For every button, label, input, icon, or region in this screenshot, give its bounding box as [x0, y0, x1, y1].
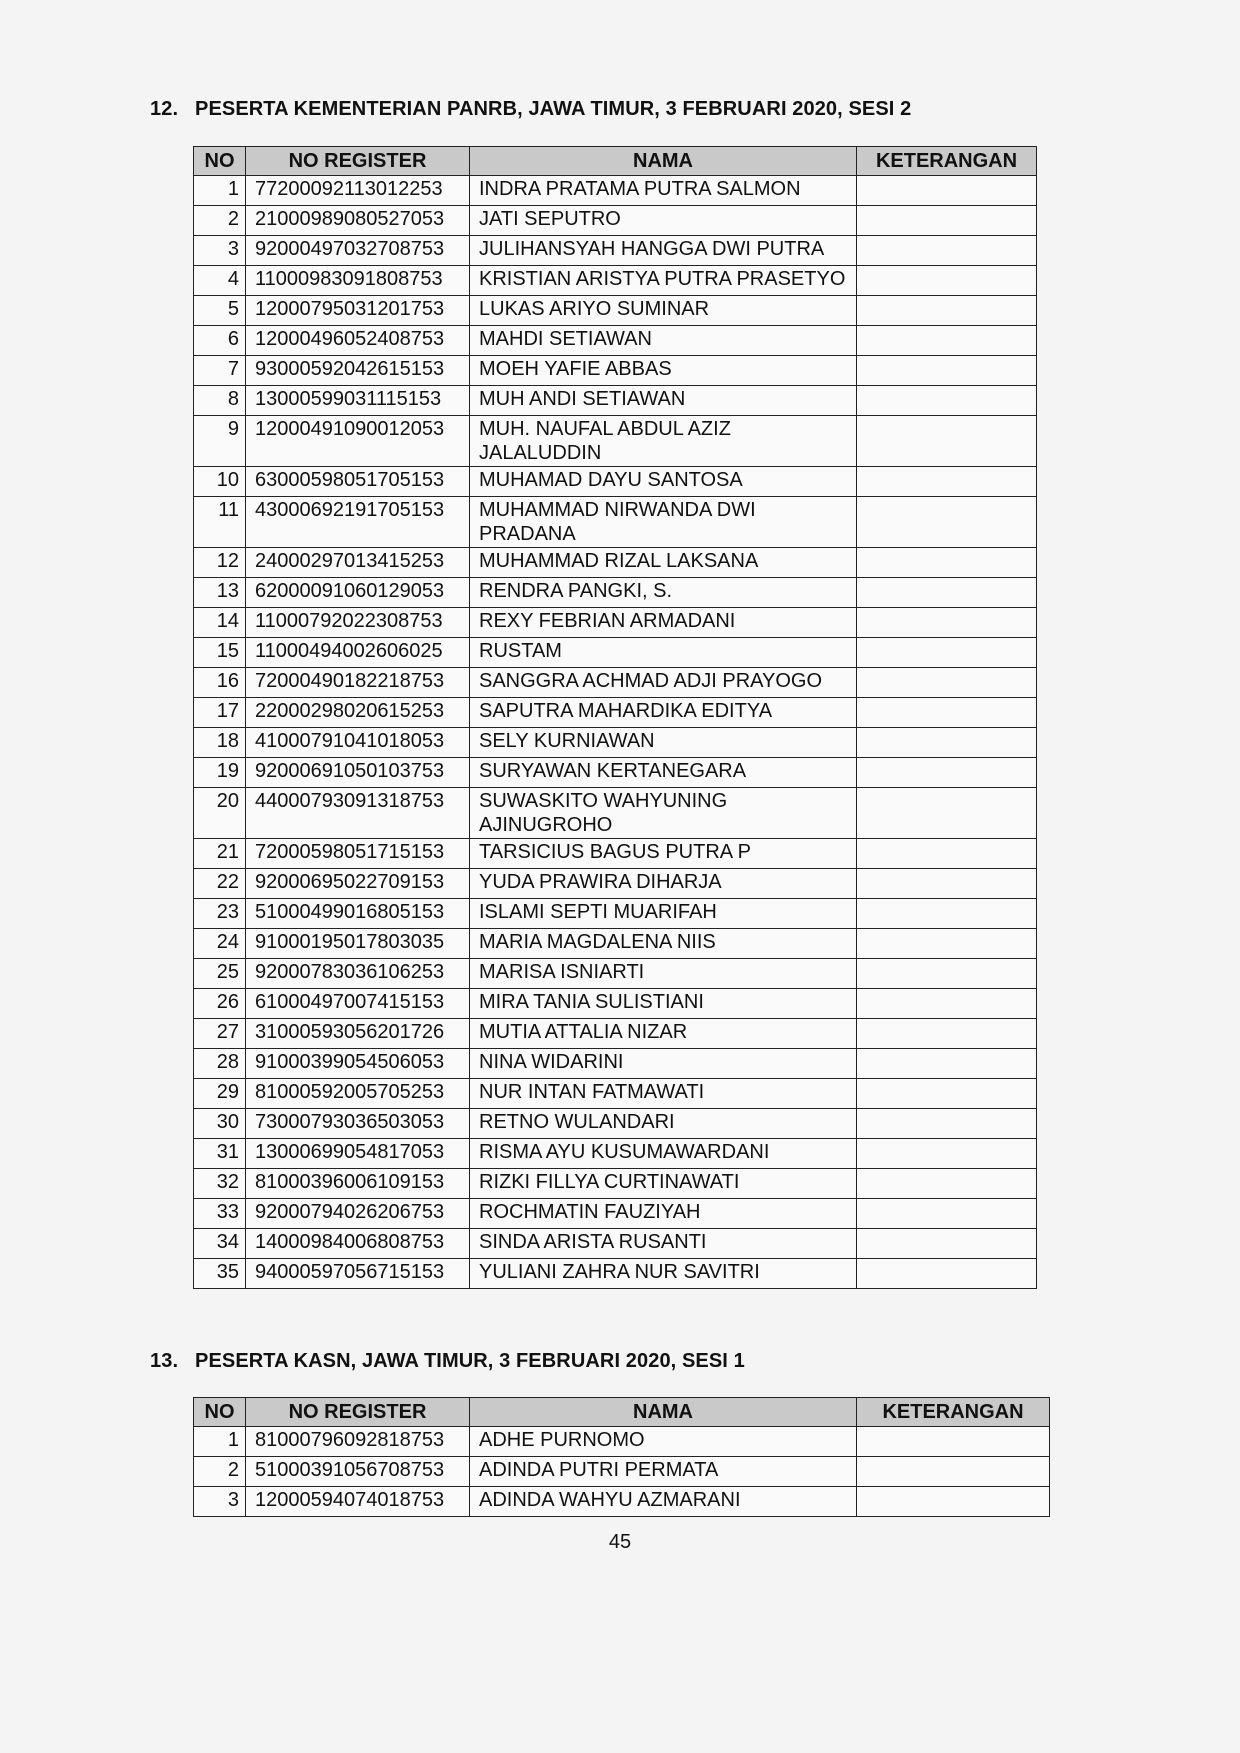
row-register: 92000695022709153 [246, 869, 470, 899]
row-no: 4 [194, 266, 246, 296]
row-keterangan [857, 929, 1037, 959]
row-no: 32 [194, 1169, 246, 1199]
row-nama: RISMA AYU KUSUMAWARDANI [470, 1139, 857, 1169]
row-nama: MUH ANDI SETIAWAN [470, 386, 857, 416]
row-register: 51000391056708753 [246, 1457, 470, 1487]
table-row [194, 698, 1037, 728]
row-no: 23 [194, 899, 246, 929]
table-body [194, 176, 1037, 1289]
row-nama: NUR INTAN FATMAWATI [470, 1079, 857, 1109]
row-nama: ADHE PURNOMO [470, 1427, 857, 1457]
table-row [194, 236, 1037, 266]
table-row [194, 497, 1037, 548]
row-nama: SURYAWAN KERTANEGARA [470, 758, 857, 788]
header-nama: NAMA [470, 1398, 857, 1427]
row-no: 12 [194, 548, 246, 578]
row-no: 31 [194, 1139, 246, 1169]
header-no: NO [194, 1398, 246, 1427]
row-register: 44000793091318753 [246, 788, 470, 839]
row-keterangan [857, 1199, 1037, 1229]
header-keterangan: KETERANGAN [857, 1398, 1050, 1427]
row-register: 91000399054506053 [246, 1049, 470, 1079]
row-keterangan [857, 467, 1037, 497]
row-keterangan [857, 1259, 1037, 1289]
row-no: 15 [194, 638, 246, 668]
row-keterangan [857, 386, 1037, 416]
row-nama: RUSTAM [470, 638, 857, 668]
row-no: 1 [194, 176, 246, 206]
header-nama: NAMA [470, 147, 857, 176]
row-keterangan [857, 1487, 1050, 1517]
row-nama: MOEH YAFIE ABBAS [470, 356, 857, 386]
table-row [194, 839, 1037, 869]
row-register: 22000298020615253 [246, 698, 470, 728]
row-no: 14 [194, 608, 246, 638]
row-register: 77200092113012253 [246, 176, 470, 206]
row-nama: MUH. NAUFAL ABDUL AZIZ JALALUDDIN [470, 416, 857, 467]
row-register: 11000792022308753 [246, 608, 470, 638]
row-register: 62000091060129053 [246, 578, 470, 608]
row-keterangan [857, 578, 1037, 608]
row-keterangan [857, 176, 1037, 206]
section-title-text: PESERTA KASN, JAWA TIMUR, 3 FEBRUARI 2020, SESI 1 [195, 1350, 745, 1372]
row-nama: SANGGRA ACHMAD ADJI PRAYOGO [470, 668, 857, 698]
section-13-title [150, 1350, 745, 1373]
row-keterangan [857, 1169, 1037, 1199]
section-number: 13. [150, 1350, 179, 1372]
table-row [194, 1199, 1037, 1229]
row-no: 26 [194, 989, 246, 1019]
row-register: 81000796092818753 [246, 1427, 470, 1457]
row-nama: MARISA ISNIARTI [470, 959, 857, 989]
table-row [194, 758, 1037, 788]
header-no-register: NO REGISTER [246, 147, 470, 176]
row-nama: ROCHMATIN FAUZIYAH [470, 1199, 857, 1229]
row-keterangan [857, 959, 1037, 989]
row-register: 91000195017803035 [246, 929, 470, 959]
row-nama: YUDA PRAWIRA DIHARJA [470, 869, 857, 899]
table-row [194, 1427, 1050, 1457]
row-keterangan [857, 1229, 1037, 1259]
row-keterangan [857, 296, 1037, 326]
section-number: 12. [150, 98, 179, 120]
table-row [194, 1109, 1037, 1139]
table-row [194, 386, 1037, 416]
table-row [194, 899, 1037, 929]
row-keterangan [857, 326, 1037, 356]
row-no: 22 [194, 869, 246, 899]
participants-table-13 [193, 1397, 1050, 1517]
row-nama: RENDRA PANGKI, S. [470, 578, 857, 608]
table-row [194, 548, 1037, 578]
row-keterangan [857, 206, 1037, 236]
row-keterangan [857, 1109, 1037, 1139]
row-keterangan [857, 989, 1037, 1019]
row-no: 29 [194, 1079, 246, 1109]
row-nama: SINDA ARISTA RUSANTI [470, 1229, 857, 1259]
table-row [194, 728, 1037, 758]
table-row [194, 608, 1037, 638]
row-register: 12000496052408753 [246, 326, 470, 356]
table-row [194, 1019, 1037, 1049]
row-register: 11000494002606025 [246, 638, 470, 668]
row-keterangan [857, 1457, 1050, 1487]
row-keterangan [857, 497, 1037, 548]
table-row [194, 176, 1037, 206]
table-row [194, 578, 1037, 608]
table-row [194, 788, 1037, 839]
row-nama: JULIHANSYAH HANGGA DWI PUTRA [470, 236, 857, 266]
row-nama: KRISTIAN ARISTYA PUTRA PRASETYO [470, 266, 857, 296]
row-register: 51000499016805153 [246, 899, 470, 929]
row-register: 21000989080527053 [246, 206, 470, 236]
row-no: 3 [194, 1487, 246, 1517]
row-keterangan [857, 266, 1037, 296]
row-nama: MAHDI SETIAWAN [470, 326, 857, 356]
row-nama: LUKAS ARIYO SUMINAR [470, 296, 857, 326]
table-row [194, 989, 1037, 1019]
row-keterangan [857, 839, 1037, 869]
table-row [194, 1079, 1037, 1109]
row-keterangan [857, 608, 1037, 638]
table-row [194, 638, 1037, 668]
row-register: 63000598051705153 [246, 467, 470, 497]
section-12-title [150, 98, 911, 121]
row-keterangan [857, 548, 1037, 578]
row-register: 13000599031115153 [246, 386, 470, 416]
row-no: 24 [194, 929, 246, 959]
row-register: 81000592005705253 [246, 1079, 470, 1109]
row-keterangan [857, 698, 1037, 728]
row-nama: INDRA PRATAMA PUTRA SALMON [470, 176, 857, 206]
row-register: 73000793036503053 [246, 1109, 470, 1139]
row-no: 8 [194, 386, 246, 416]
row-keterangan [857, 869, 1037, 899]
row-nama: SAPUTRA MAHARDIKA EDITYA [470, 698, 857, 728]
row-no: 6 [194, 326, 246, 356]
table-row [194, 356, 1037, 386]
table-row [194, 929, 1037, 959]
row-keterangan [857, 668, 1037, 698]
row-register: 13000699054817053 [246, 1139, 470, 1169]
row-keterangan [857, 788, 1037, 839]
row-keterangan [857, 899, 1037, 929]
row-nama: MARIA MAGDALENA NIIS [470, 929, 857, 959]
row-no: 27 [194, 1019, 246, 1049]
row-no: 10 [194, 467, 246, 497]
row-nama: MUHAMAD DAYU SANTOSA [470, 467, 857, 497]
row-no: 17 [194, 698, 246, 728]
header-no-register: NO REGISTER [246, 1398, 470, 1427]
table-row [194, 1049, 1037, 1079]
table-row [194, 1169, 1037, 1199]
row-register: 81000396006109153 [246, 1169, 470, 1199]
row-nama: SELY KURNIAWAN [470, 728, 857, 758]
section-title-text: PESERTA KEMENTERIAN PANRB, JAWA TIMUR, 3 FEBRUARI 2020, SESI 2 [195, 98, 912, 120]
row-nama: ISLAMI SEPTI MUARIFAH [470, 899, 857, 929]
row-register: 31000593056201726 [246, 1019, 470, 1049]
header-no: NO [194, 147, 246, 176]
row-nama: TARSICIUS BAGUS PUTRA P [470, 839, 857, 869]
row-no: 34 [194, 1229, 246, 1259]
table-body [194, 1427, 1050, 1517]
participants-table-12 [193, 146, 1037, 1289]
row-no: 35 [194, 1259, 246, 1289]
row-nama: RIZKI FILLYA CURTINAWATI [470, 1169, 857, 1199]
table-row [194, 959, 1037, 989]
table-row [194, 206, 1037, 236]
page-number: 45 [608, 1531, 632, 1553]
table-header-row [194, 147, 1037, 176]
row-no: 33 [194, 1199, 246, 1229]
row-no: 13 [194, 578, 246, 608]
row-register: 94000597056715153 [246, 1259, 470, 1289]
row-no: 2 [194, 1457, 246, 1487]
row-keterangan [857, 638, 1037, 668]
row-nama: SUWASKITO WAHYUNING AJINUGROHO [470, 788, 857, 839]
row-no: 2 [194, 206, 246, 236]
row-nama: REXY FEBRIAN ARMADANI [470, 608, 857, 638]
row-keterangan [857, 1139, 1037, 1169]
row-register: 12000795031201753 [246, 296, 470, 326]
table-row [194, 1139, 1037, 1169]
row-register: 92000794026206753 [246, 1199, 470, 1229]
row-register: 43000692191705153 [246, 497, 470, 548]
row-nama: MUHAMMAD NIRWANDA DWI PRADANA [470, 497, 857, 548]
row-register: 41000791041018053 [246, 728, 470, 758]
row-no: 30 [194, 1109, 246, 1139]
row-nama: ADINDA WAHYU AZMARANI [470, 1487, 857, 1517]
row-no: 1 [194, 1427, 246, 1457]
row-register: 12000594074018753 [246, 1487, 470, 1517]
row-keterangan [857, 1049, 1037, 1079]
table-row [194, 467, 1037, 497]
row-nama: RETNO WULANDARI [470, 1109, 857, 1139]
table-row [194, 1457, 1050, 1487]
row-register: 93000592042615153 [246, 356, 470, 386]
table-row [194, 1259, 1037, 1289]
row-no: 16 [194, 668, 246, 698]
table-row [194, 416, 1037, 467]
row-no: 3 [194, 236, 246, 266]
row-no: 28 [194, 1049, 246, 1079]
row-register: 72000490182218753 [246, 668, 470, 698]
table-row [194, 1487, 1050, 1517]
row-no: 11 [194, 497, 246, 548]
row-keterangan [857, 758, 1037, 788]
row-keterangan [857, 1427, 1050, 1457]
row-register: 72000598051715153 [246, 839, 470, 869]
row-keterangan [857, 728, 1037, 758]
row-no: 20 [194, 788, 246, 839]
row-register: 24000297013415253 [246, 548, 470, 578]
row-nama: YULIANI ZAHRA NUR SAVITRI [470, 1259, 857, 1289]
row-nama: MIRA TANIA SULISTIANI [470, 989, 857, 1019]
row-register: 92000783036106253 [246, 959, 470, 989]
row-register: 92000497032708753 [246, 236, 470, 266]
table-row [194, 668, 1037, 698]
row-nama: ADINDA PUTRI PERMATA [470, 1457, 857, 1487]
row-no: 21 [194, 839, 246, 869]
row-nama: NINA WIDARINI [470, 1049, 857, 1079]
row-keterangan [857, 1019, 1037, 1049]
row-no: 9 [194, 416, 246, 467]
row-no: 18 [194, 728, 246, 758]
table-row [194, 296, 1037, 326]
row-keterangan [857, 416, 1037, 467]
row-no: 19 [194, 758, 246, 788]
row-no: 5 [194, 296, 246, 326]
row-keterangan [857, 356, 1037, 386]
row-no: 25 [194, 959, 246, 989]
row-register: 61000497007415153 [246, 989, 470, 1019]
row-register: 11000983091808753 [246, 266, 470, 296]
table-row [194, 326, 1037, 356]
row-nama: JATI SEPUTRO [470, 206, 857, 236]
header-keterangan: KETERANGAN [857, 147, 1037, 176]
table-header-row [194, 1398, 1050, 1427]
row-no: 7 [194, 356, 246, 386]
row-register: 92000691050103753 [246, 758, 470, 788]
table-row [194, 869, 1037, 899]
row-keterangan [857, 236, 1037, 266]
table-row [194, 1229, 1037, 1259]
row-nama: MUTIA ATTALIA NIZAR [470, 1019, 857, 1049]
table-row [194, 266, 1037, 296]
row-keterangan [857, 1079, 1037, 1109]
row-register: 14000984006808753 [246, 1229, 470, 1259]
row-register: 12000491090012053 [246, 416, 470, 467]
row-nama: MUHAMMAD RIZAL LAKSANA [470, 548, 857, 578]
